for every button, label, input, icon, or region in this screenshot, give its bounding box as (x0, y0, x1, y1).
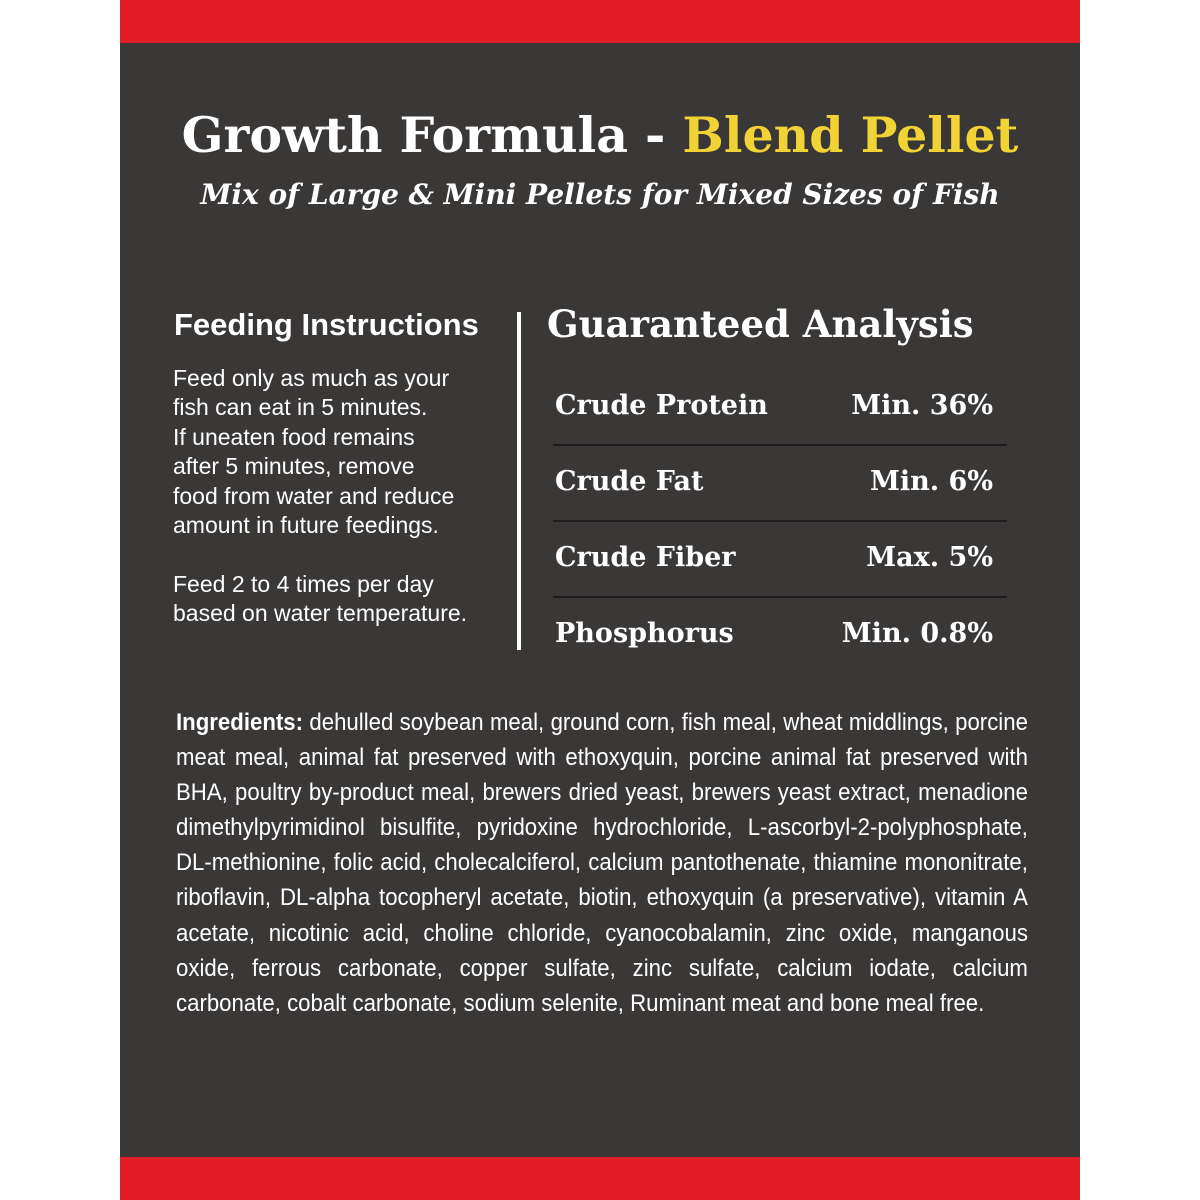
feeding-line: If uneaten food remains (173, 423, 415, 450)
product-subtitle: Mix of Large & Mini Pellets for Mixed Sizes of Fish (200, 178, 1000, 211)
feeding-line: after 5 minutes, remove (173, 453, 415, 480)
ingredients-paragraph (176, 705, 1028, 1021)
guaranteed-analysis-table (553, 370, 1007, 672)
column-divider (517, 312, 521, 650)
analysis-value: Min. 0.8% (841, 618, 993, 649)
feeding-instructions-heading: Feeding Instructions (174, 307, 479, 342)
feeding-paragraph-1 (173, 364, 513, 540)
feeding-line: fish can eat in 5 minutes. (173, 394, 428, 421)
feeding-paragraph-2 (173, 570, 513, 629)
analysis-name: Phosphorus (555, 618, 734, 649)
top-red-band (120, 0, 1080, 43)
feeding-line: Feed 2 to 4 times per day (173, 571, 434, 597)
feeding-line: based on water temperature. (173, 600, 468, 627)
analysis-row (553, 522, 1007, 598)
product-title (120, 106, 1080, 164)
feeding-line: food from water and reduce (173, 482, 455, 509)
title-main: Growth Formula - (181, 106, 683, 164)
ingredients-text: dehulled soybean meal, ground corn, fish meal, wheat middlings, porcine meat meal, animal fat preserved with ethoxyquin, porcine animal fat preserved with BHA, poultry by-product meal, brewers dried yeast, brewers yeast extract, menadione dimethylpyrimidinol bisulfite, pyridoxine hydrochloride, L-ascorbyl-2-polyphosphate, DL-methionine, folic acid, cholecalciferol, calcium pantothenate, thiamine mononitrate, riboflavin, DL-alpha tocopheryl acetate, biotin, ethoxyquin (a preservative), vitamin A acetate, nicotinic acid, choline chloride, cyanocobalamin, zinc oxide, manganous oxide, ferrous carbonate, copper sulfate, zinc sulfate, calcium iodate, calcium carbonate, cobalt carbonate, sodium selenite, Ruminant meat and bone meal free. (176, 709, 1028, 1017)
analysis-value: Min. 36% (851, 390, 993, 421)
feeding-line: amount in future feedings. (173, 512, 439, 539)
analysis-value: Min. 6% (869, 466, 993, 497)
analysis-row (553, 598, 1007, 672)
analysis-name: Crude Fiber (555, 542, 736, 573)
feeding-line: Feed only as much as your (173, 365, 450, 391)
analysis-row (553, 370, 1007, 446)
title-accent: Blend Pellet (682, 106, 1019, 164)
bottom-red-band (120, 1157, 1080, 1200)
guaranteed-analysis-heading: Guaranteed Analysis (547, 302, 974, 346)
analysis-name: Crude Protein (555, 390, 768, 421)
ingredients-label: Ingredients: (176, 709, 304, 736)
label-panel (120, 0, 1080, 1200)
analysis-value: Max. 5% (866, 542, 993, 573)
analysis-row (553, 446, 1007, 522)
analysis-name: Crude Fat (555, 466, 704, 497)
